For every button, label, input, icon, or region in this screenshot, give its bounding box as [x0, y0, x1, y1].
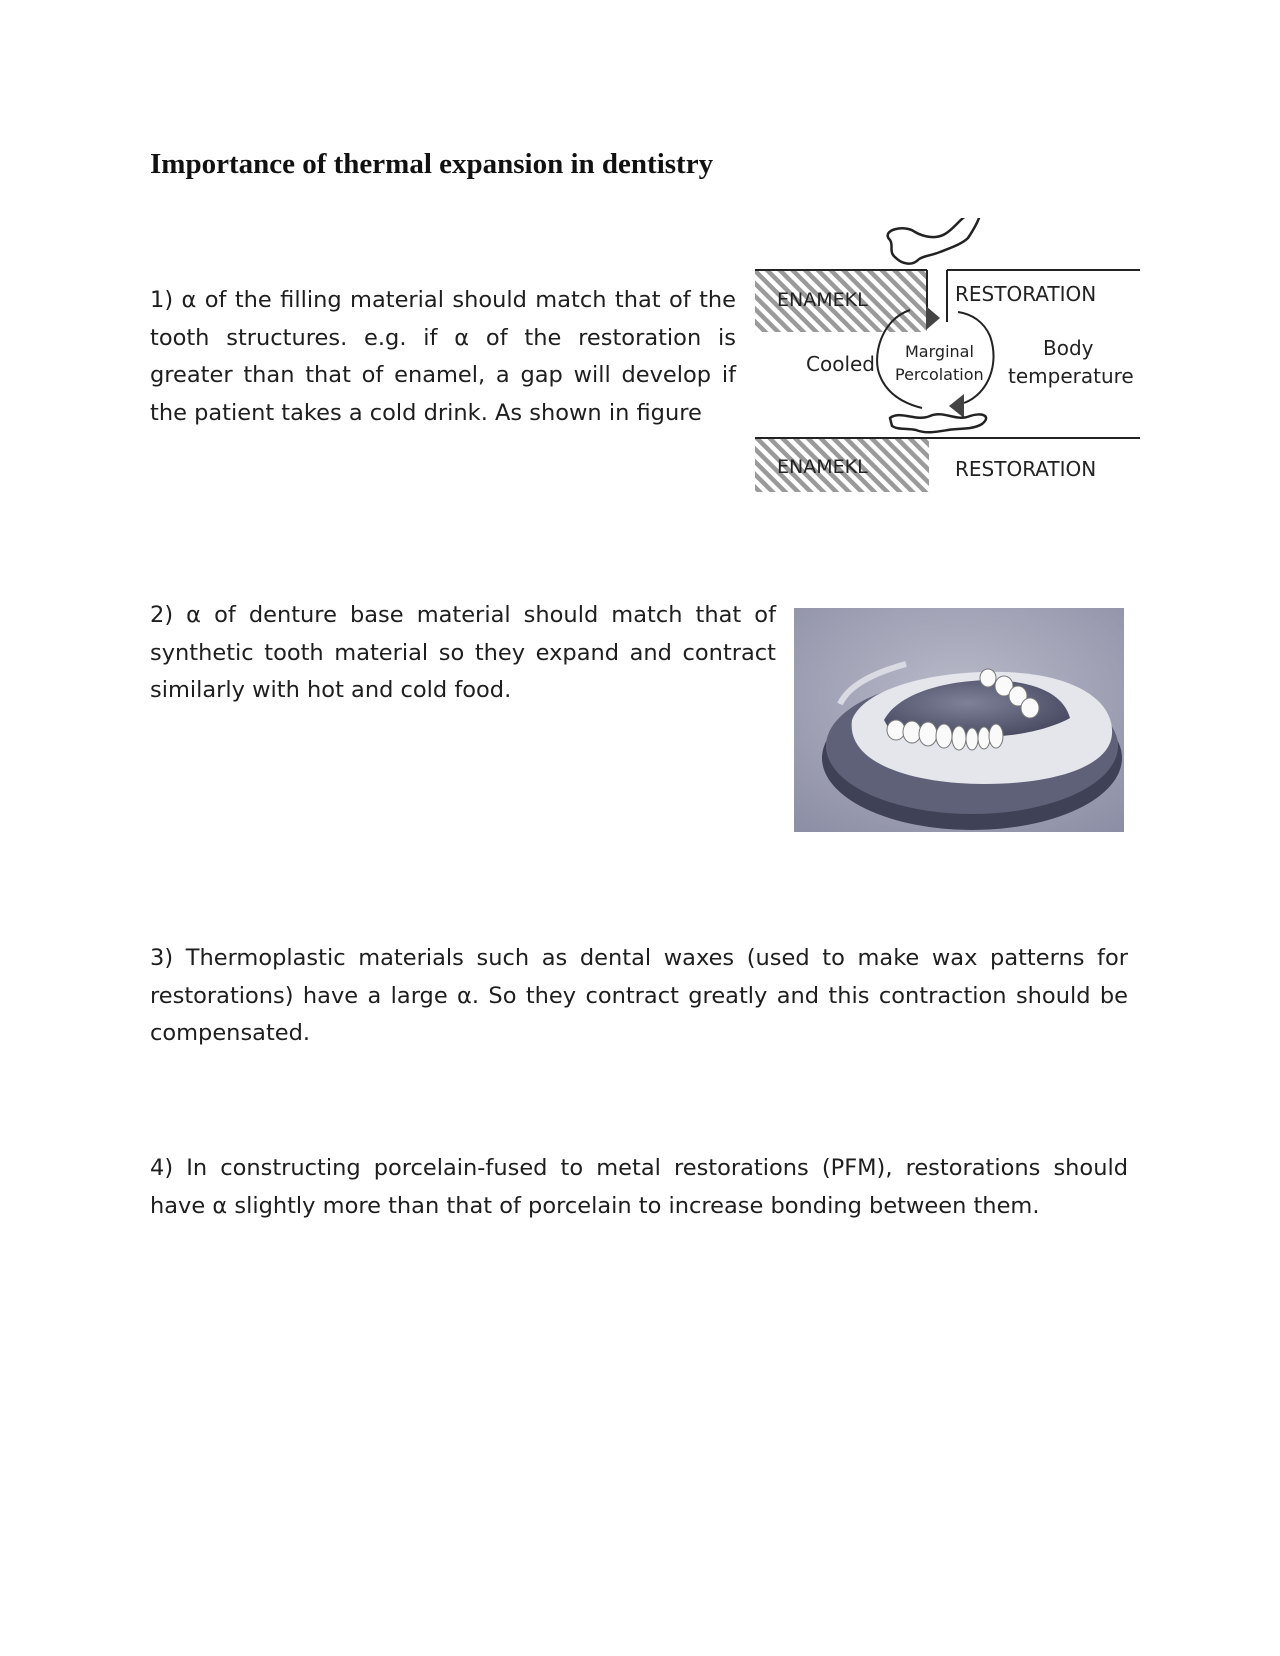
temperature-label: temperature — [1008, 364, 1134, 388]
section-3-paragraph: 3) Thermoplastic materials such as dental waxes (used to make wax patterns for restorations) have a large α. So they contract greatly and this contraction should be compensated. — [150, 945, 1128, 1046]
flow-arrow-right-icon — [926, 306, 940, 330]
section-4-paragraph: 4) In constructing porcelain-fused to metal restorations (PFM), restorations should have α slightly more than that of porcelain to increase bonding between them. — [150, 1155, 1128, 1219]
restoration-top-label: RESTORATION — [955, 282, 1097, 306]
fluid-drop-top — [888, 218, 980, 264]
cooled-label: Cooled — [806, 352, 875, 376]
percolation-label: Percolation — [895, 365, 984, 384]
page-title: Importance of thermal expansion in dentistry — [150, 148, 714, 180]
enamel-bottom-label: ENAMEKL — [777, 456, 868, 478]
denture-photo — [794, 608, 1124, 832]
body-label: Body — [1043, 336, 1094, 360]
section-1-paragraph: 1) α of the filling material should match that of the tooth structures. e.g. if α of the restoration is greater than that of enamel, a gap will develop if the patient takes a cold drink. As shown in figure — [150, 287, 736, 426]
enamel-top-label: ENAMEKL — [777, 289, 868, 311]
restoration-bottom-label: RESTORATION — [955, 457, 1097, 481]
fluid-drop-bottom — [890, 414, 986, 432]
marginal-percolation-diagram — [750, 218, 1140, 518]
section-2-paragraph: 2) α of denture base material should match that of synthetic tooth material so they expand and contract similarly with hot and cold food. — [150, 602, 776, 703]
marginal-label: Marginal — [905, 342, 974, 361]
flow-arrow-left-icon — [949, 394, 964, 418]
